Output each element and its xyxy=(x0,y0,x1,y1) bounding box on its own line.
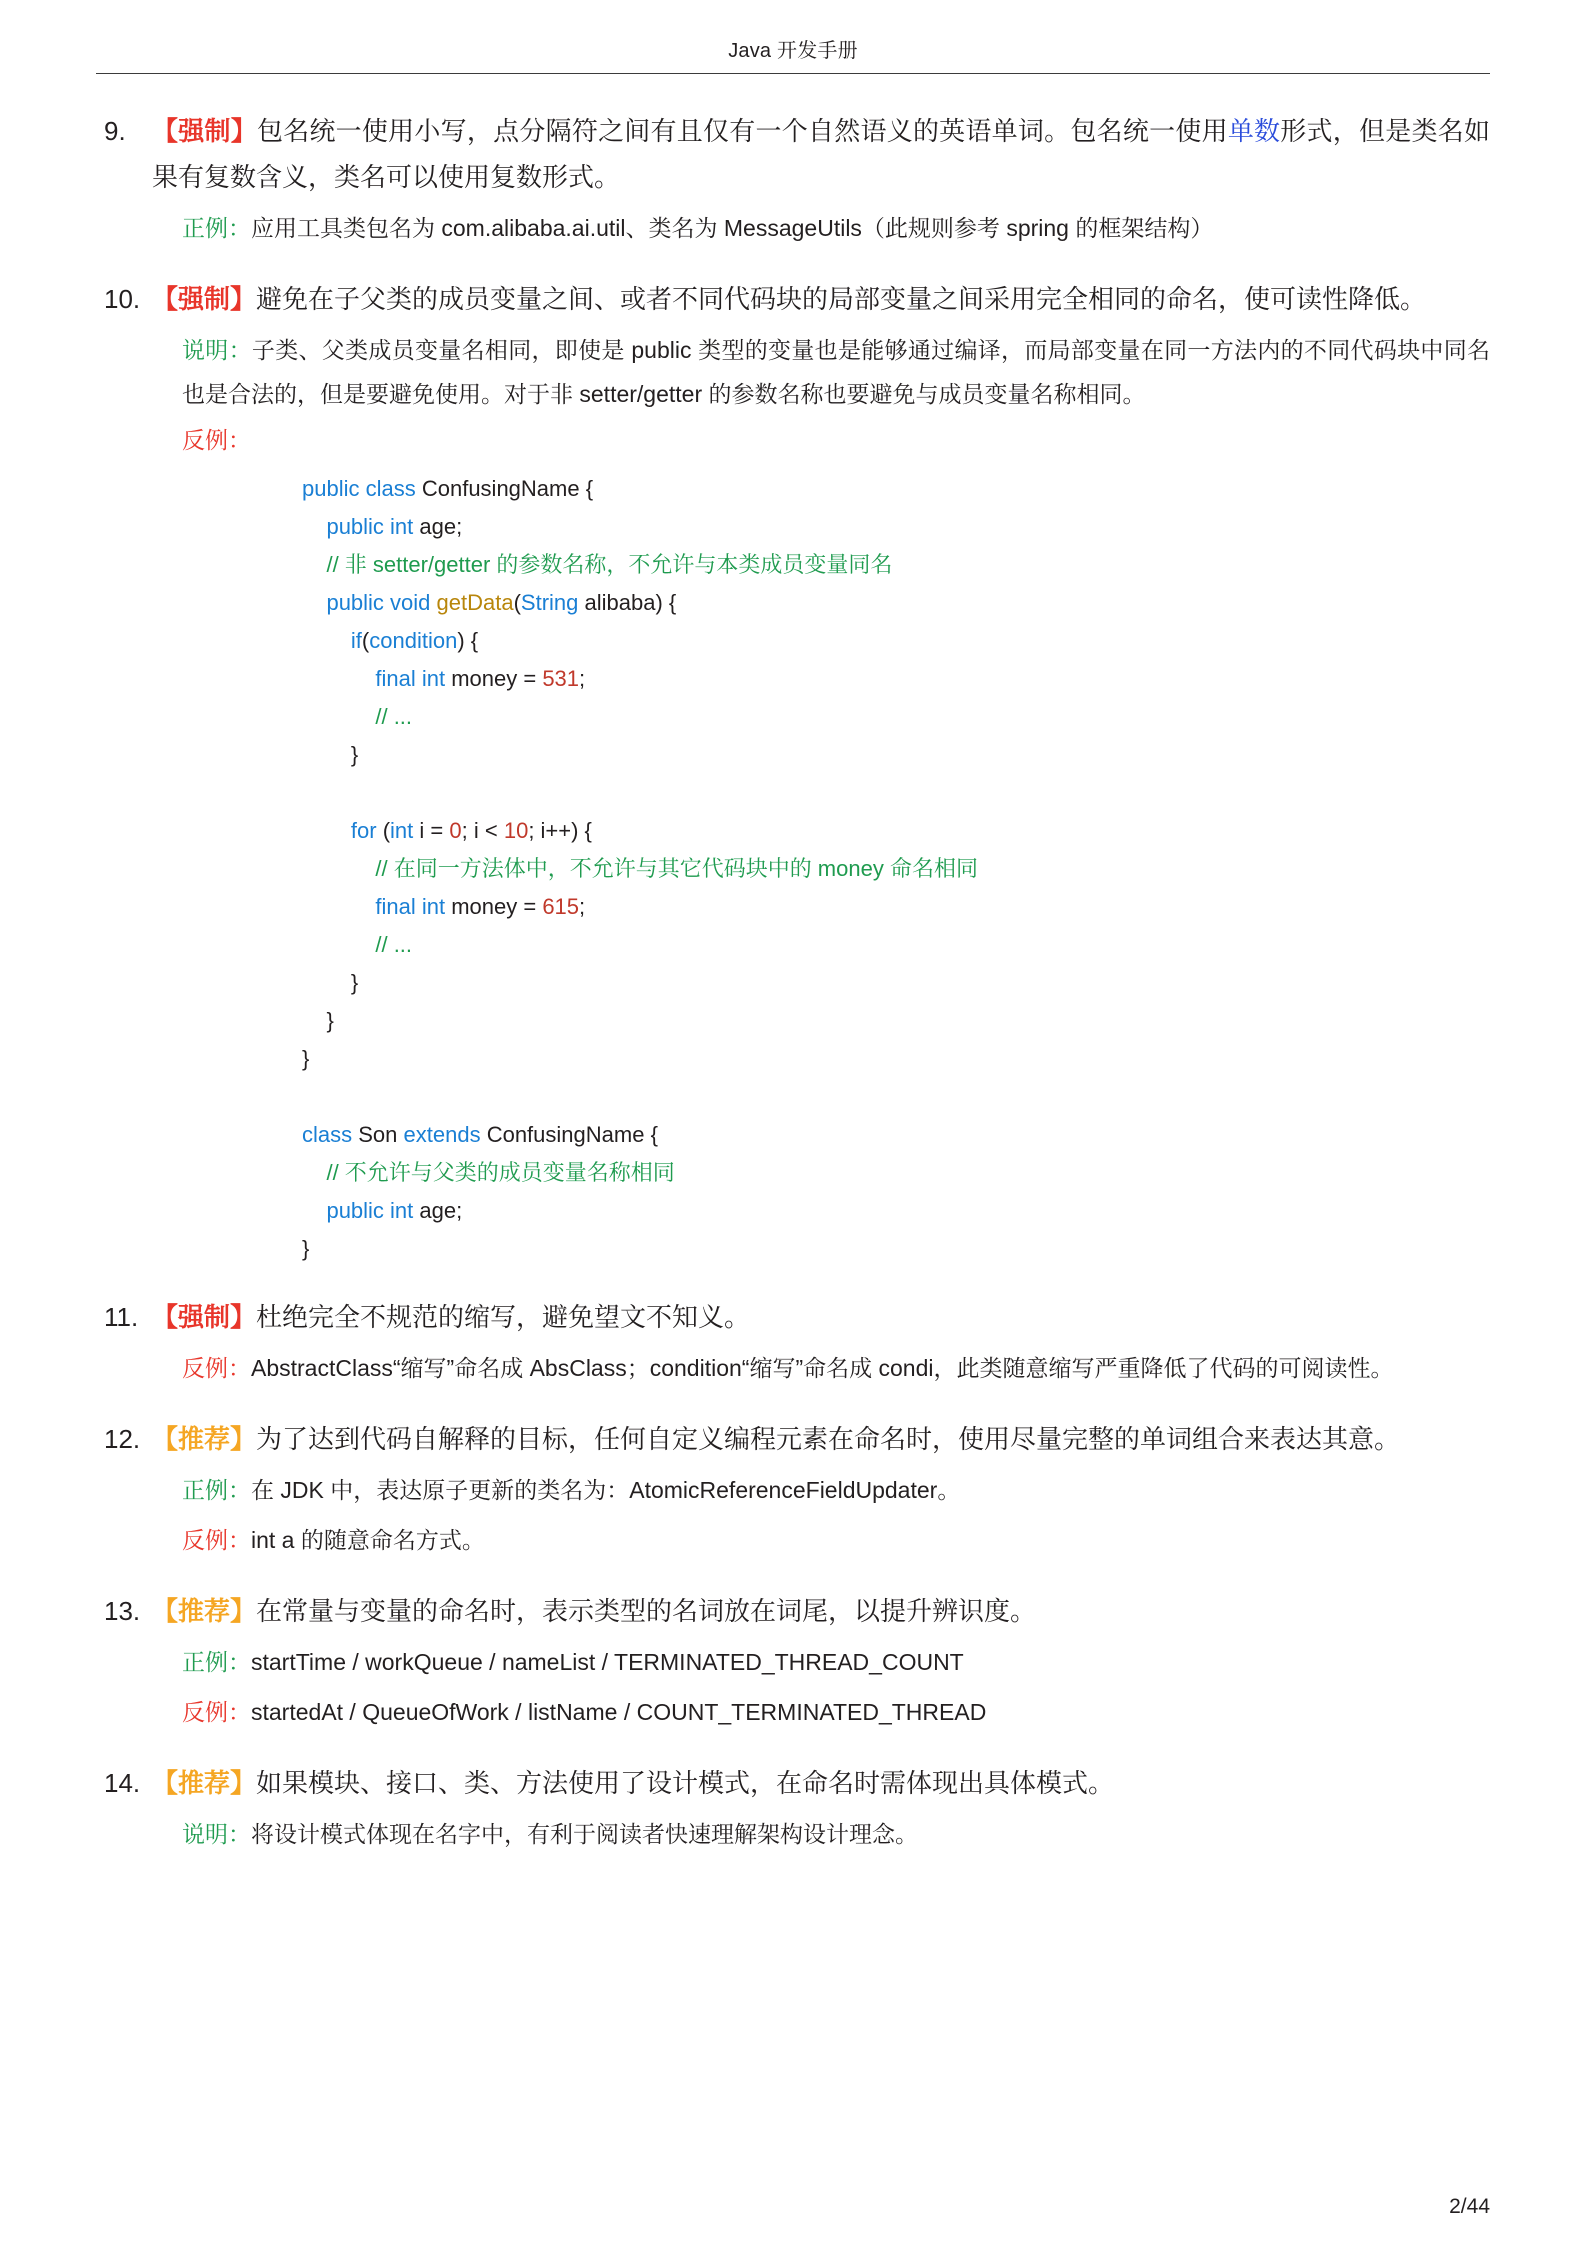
example-line xyxy=(152,1468,1490,1512)
rule-text-a: 包名统一使用小写，点分隔符之间有且仅有一个自然语义的英语单词。包名统一使用 xyxy=(256,116,1228,146)
rule-text xyxy=(152,1294,1490,1340)
item-body xyxy=(152,1416,1490,1562)
description-line xyxy=(152,328,1490,416)
counter-example-line xyxy=(152,1518,1490,1562)
positive-text: 应用工具类包名为 com.alibaba.ai.util、类名为 MessageUtils（此规则参考 spring 的框架结构） xyxy=(251,215,1214,241)
rule-text-b: 形式，但是类名如果有复数含义，类名可以使用复数形式。 xyxy=(152,116,1490,192)
list-item xyxy=(96,1588,1490,1734)
rule-text xyxy=(152,1588,1490,1634)
description-text: 将设计模式体现在名字中，有利于阅读者快速理解架构设计理念。 xyxy=(251,1821,918,1847)
rule-text xyxy=(152,1416,1490,1462)
negative-label: 反例： xyxy=(182,1355,251,1381)
negative-label: 反例： xyxy=(182,427,251,453)
positive-label: 正例： xyxy=(182,1477,251,1503)
item-number: 10. xyxy=(104,284,141,314)
rule-text xyxy=(152,108,1490,200)
mandatory-tag: 【强制】 xyxy=(152,1302,257,1332)
item-number: 11. xyxy=(104,1302,139,1332)
item-body xyxy=(152,1294,1490,1390)
page-number: 2/44 xyxy=(1449,2195,1490,2218)
example-line xyxy=(152,1640,1490,1684)
rule-link[interactable]: 单数 xyxy=(1227,116,1281,146)
rule-text xyxy=(152,276,1490,322)
description-label: 说明： xyxy=(182,1821,251,1847)
negative-text: AbstractClass“缩写”命名成 AbsClass；condition“缩写”命名成 condi，此类随意缩写严重降低了代码的可阅读性。 xyxy=(251,1355,1394,1381)
recommend-tag: 【推荐】 xyxy=(152,1596,257,1626)
rule-text-a: 为了达到代码自解释的目标，任何自定义编程元素在命名时，使用尽量完整的单词组合来表达其意。 xyxy=(256,1424,1401,1454)
positive-label: 正例： xyxy=(182,1649,251,1675)
counter-example-line xyxy=(152,1690,1490,1734)
example-line xyxy=(152,206,1490,250)
header-divider xyxy=(96,73,1490,74)
positive-label: 正例： xyxy=(182,215,251,241)
page-header: Java 开发手册 xyxy=(728,40,858,62)
list-item xyxy=(96,1416,1490,1562)
item-number: 12. xyxy=(104,1424,141,1454)
recommend-tag: 【推荐】 xyxy=(152,1768,257,1798)
description-label: 说明： xyxy=(182,337,252,363)
item-body xyxy=(152,1760,1490,1856)
item-body xyxy=(152,1588,1490,1734)
counter-example-line xyxy=(152,1346,1490,1390)
negative-text: startedAt / QueueOfWork / listName / COUNT_TERMINATED_THREAD xyxy=(251,1699,987,1725)
item-body xyxy=(152,108,1490,250)
negative-label: 反例： xyxy=(182,1527,251,1553)
rule-text-a: 如果模块、接口、类、方法使用了设计模式，在命名时需体现出具体模式。 xyxy=(256,1768,1115,1798)
counter-example-line xyxy=(152,418,1490,462)
negative-label: 反例： xyxy=(182,1699,251,1725)
recommend-tag: 【推荐】 xyxy=(152,1424,257,1454)
item-number: 9. xyxy=(104,116,126,146)
positive-text: startTime / workQueue / nameList / TERMINATED_THREAD_COUNT xyxy=(251,1649,964,1675)
list-item xyxy=(96,276,1490,1268)
mandatory-tag: 【强制】 xyxy=(152,284,257,314)
description-line xyxy=(152,1812,1490,1856)
negative-text: int a 的随意命名方式。 xyxy=(251,1527,485,1553)
item-body xyxy=(152,276,1490,1268)
list-item xyxy=(96,108,1490,250)
rule-text-a: 杜绝完全不规范的缩写，避免望文不知义。 xyxy=(256,1302,751,1332)
code-block: public class ConfusingName { public int age; // 非 setter/getter 的参数名称，不允许与本类成员变量同名 public void getData(String alibaba) { if(condition) { final int money = 531; // ... } for (int i = 0; i < 10; i++) { // 在同一方法体中，不允许与其它代码块中的 money 命名相同 final int money = 615; // ... } } } class Son extends ConfusingName { // 不允许与父类的成员变量名称相同 public int age; } xyxy=(302,476,978,1261)
mandatory-tag: 【强制】 xyxy=(152,116,257,146)
rule-text-a: 避免在子父类的成员变量之间、或者不同代码块的局部变量之间采用完全相同的命名，使可读性降低。 xyxy=(256,284,1427,314)
list-item xyxy=(96,1294,1490,1390)
item-number: 14. xyxy=(104,1768,141,1798)
list-item xyxy=(96,1760,1490,1856)
rule-text xyxy=(152,1760,1490,1806)
description-text: 子类、父类成员变量名相同，即使是 public 类型的变量也是能够通过编译，而局部变量在同一方法内的不同代码块中同名也是合法的，但是要避免使用。对于非 setter/getter 的参数名称也要避免与成员变量名称相同。 xyxy=(182,337,1491,407)
rule-text-a: 在常量与变量的命名时，表示类型的名词放在词尾，以提升辨识度。 xyxy=(256,1596,1037,1626)
positive-text: 在 JDK 中，表达原子更新的类名为：AtomicReferenceFieldUpdater。 xyxy=(251,1477,961,1503)
item-number: 13. xyxy=(104,1596,141,1626)
